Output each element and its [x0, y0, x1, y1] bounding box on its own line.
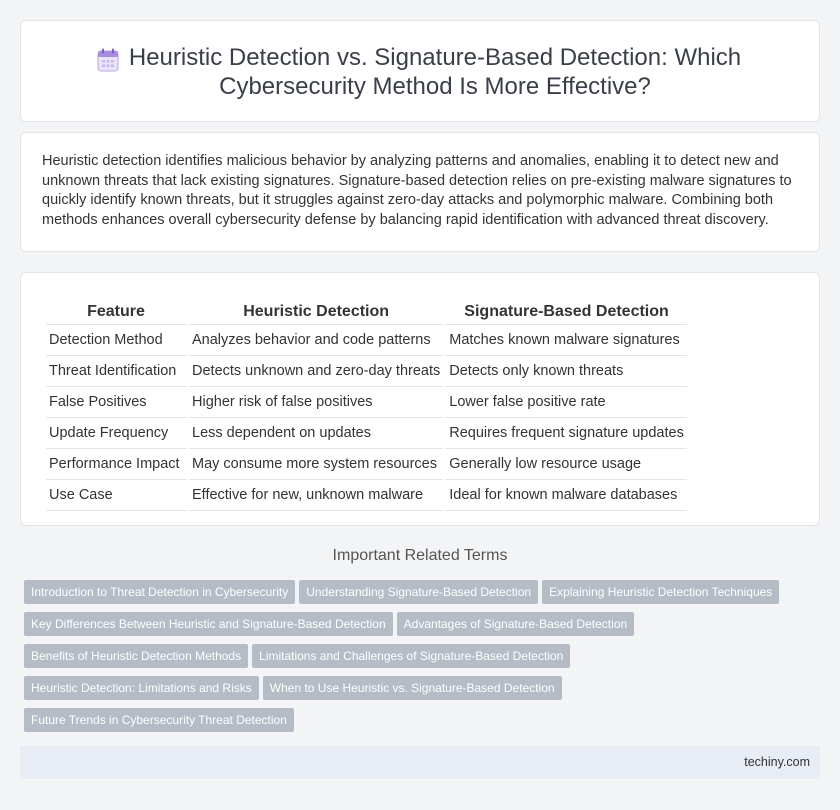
- summary-text: Heuristic detection identifies malicious behavior by analyzing patterns and anomalies, enabling it to detect new and unknown threats that lack existing signatures. Signature-based detection relies on pre-existing malware signatures to quickly identify known threats, but it struggles against zero-day attacks and polymorphic malware. Combining both methods enhances overall cybersecurity defense by balancing rapid identification with advanced threat discovery.: [42, 153, 792, 228]
- calendar-icon: [97, 48, 119, 72]
- table-row: [46, 418, 687, 449]
- table-row: [46, 325, 687, 356]
- related-terms-list: [24, 580, 804, 740]
- title-card: [20, 20, 820, 122]
- related-term-link[interactable]: Benefits of Heuristic Detection Methods: [24, 644, 248, 668]
- table-cell: Ideal for known malware databases: [446, 480, 687, 511]
- page-title: Heuristic Detection vs. Signature-Based Detection: Which Cybersecurity Method Is More Effective?: [128, 44, 742, 100]
- table-cell: May consume more system resources: [189, 449, 443, 480]
- related-term-link[interactable]: Advantages of Signature-Based Detection: [397, 612, 634, 636]
- table-cell: Less dependent on updates: [189, 418, 443, 449]
- comparison-table-card: [20, 272, 820, 526]
- related-term-link[interactable]: Heuristic Detection: Limitations and Risks: [24, 676, 259, 700]
- related-term-link[interactable]: Understanding Signature-Based Detection: [299, 580, 538, 604]
- table-cell: Detection Method: [46, 325, 186, 356]
- related-term-link[interactable]: When to Use Heuristic vs. Signature-Based Detection: [263, 676, 562, 700]
- column-header-heuristic: Heuristic Detection: [189, 295, 443, 325]
- table-cell: Lower false positive rate: [446, 387, 687, 418]
- footer-site-name[interactable]: techiny.com: [744, 755, 810, 769]
- table-cell: Matches known malware signatures: [446, 325, 687, 356]
- table-cell: False Positives: [46, 387, 186, 418]
- table-cell: Use Case: [46, 480, 186, 511]
- table-cell: Analyzes behavior and code patterns: [189, 325, 443, 356]
- table-row: [46, 449, 687, 480]
- column-header-feature: Feature: [46, 295, 186, 325]
- table-cell: Detects unknown and zero-day threats: [189, 356, 443, 387]
- table-cell: Update Frequency: [46, 418, 186, 449]
- tag-row: [24, 708, 804, 740]
- tag-row: [24, 644, 804, 676]
- table-row: [46, 480, 687, 511]
- related-term-link[interactable]: Introduction to Threat Detection in Cybersecurity: [24, 580, 295, 604]
- table-row: [46, 356, 687, 387]
- related-term-link[interactable]: Explaining Heuristic Detection Techniques: [542, 580, 779, 604]
- related-terms-heading: Important Related Terms: [332, 547, 508, 564]
- table-cell: Threat Identification: [46, 356, 186, 387]
- table-cell: Detects only known threats: [446, 356, 687, 387]
- table-cell: Higher risk of false positives: [189, 387, 443, 418]
- comparison-table: [43, 295, 690, 511]
- table-cell: Requires frequent signature updates: [446, 418, 687, 449]
- summary-card: [20, 132, 820, 252]
- title-wrap: [21, 43, 819, 101]
- related-term-link[interactable]: Key Differences Between Heuristic and Signature-Based Detection: [24, 612, 393, 636]
- table-cell: Performance Impact: [46, 449, 186, 480]
- tag-row: [24, 676, 804, 708]
- related-term-link[interactable]: Future Trends in Cybersecurity Threat Detection: [24, 708, 294, 732]
- table-row: [46, 387, 687, 418]
- column-header-signature: Signature-Based Detection: [446, 295, 687, 325]
- related-term-link[interactable]: Limitations and Challenges of Signature-Based Detection: [252, 644, 570, 668]
- table-cell: Generally low resource usage: [446, 449, 687, 480]
- footer: [20, 746, 820, 779]
- tag-row: [24, 612, 804, 644]
- table-header-row: [46, 295, 687, 325]
- table-cell: Effective for new, unknown malware: [189, 480, 443, 511]
- tag-row: [24, 580, 804, 612]
